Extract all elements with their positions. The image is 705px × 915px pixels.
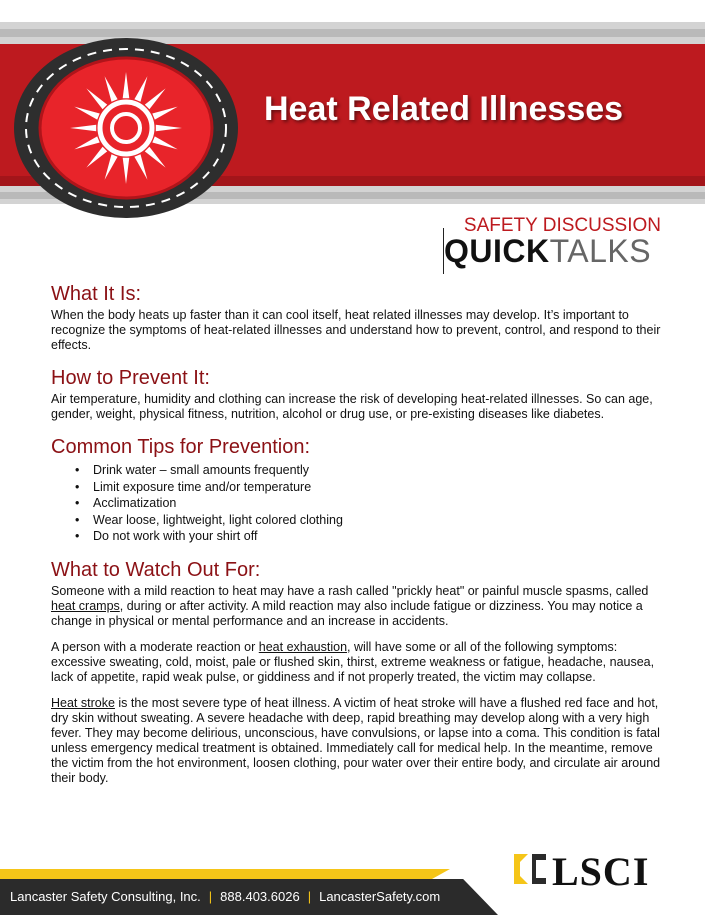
- website-link[interactable]: LancasterSafety.com: [319, 889, 441, 904]
- list-item: [51, 462, 666, 479]
- quicktalks-light: TALKS: [549, 233, 652, 269]
- section-tips: [51, 435, 666, 545]
- section-heading: What to Watch Out For:: [51, 558, 261, 581]
- phone-number: 888.403.6026: [220, 889, 300, 904]
- text-run: , will have some or all of the following symptoms: excessive sweating, cold, moist, pale or flushed skin, thirst, extreme weakness or fatigue, headache, nausea, lack of appetite, rapid weak pulse, or giddiness and if not properly treated, the victim may collapse.: [51, 639, 655, 684]
- document-body: [51, 282, 666, 799]
- tips-list: [51, 462, 666, 545]
- section-watch-out: [51, 558, 666, 786]
- bullet: •: [75, 496, 80, 510]
- footer-contact: [10, 889, 440, 904]
- heat-cramps-term: heat cramps: [51, 598, 120, 613]
- list-item: [51, 528, 666, 545]
- tip-text: Drink water – small amounts frequently: [93, 463, 310, 477]
- lsci-logo-text: LSCI: [552, 849, 650, 894]
- page-title: Heat Related Illnesses: [264, 90, 624, 128]
- moderate-reaction-paragraph: [51, 640, 666, 685]
- tip-text: Acclimatization: [93, 496, 177, 510]
- bullet: •: [75, 479, 80, 494]
- list-item: [51, 512, 666, 529]
- footer-separator: |: [208, 889, 213, 904]
- mild-reaction-paragraph: [51, 584, 666, 629]
- company-name: Lancaster Safety Consulting, Inc.: [10, 889, 201, 904]
- section-heading: What It Is:: [51, 283, 142, 305]
- sun-icon: [12, 38, 240, 218]
- section-paragraph: When the body heats up faster than it can cool itself, heat related illnesses may develop. It’s important to recognize the symptoms of heat-related illnesses and understand how to prevent, control, and respond to their effects.: [51, 308, 661, 352]
- section-paragraph: Air temperature, humidity and clothing can increase the risk of developing heat-related illnesses. So can age, gender, weight, physical fitness, nutrition, alcohol or drug use, or pre-existing diseases like diabetes.: [51, 392, 653, 421]
- safety-discussion-label: SAFETY DISCUSSION: [463, 215, 661, 236]
- text-run: A person with a moderate reaction or: [51, 639, 259, 654]
- footer-accent-stripe: [0, 869, 450, 879]
- list-item: [51, 495, 666, 512]
- tip-text: Wear loose, lightweight, light colored clothing: [93, 512, 343, 527]
- quicktalks-bold: QUICK: [444, 233, 550, 269]
- list-item: [51, 479, 666, 496]
- text-run: is the most severe type of heat illness. A victim of heat stroke will have a flushed red face and hot, dry skin without sweating. A severe headache with deep, rapid breathing may develop along with a very high fever. They may become delirious, unconscious, have convulsions, or lapse into a coma. This condition is fatal unless emergency medical treatment is obtained. Immediately call for medical help. In the meantime, remove the victim from the hot environment, loosen clothing, pour water over their entire body, and circulate air around their body.: [51, 695, 661, 785]
- section-heading: How to Prevent It:: [51, 367, 210, 389]
- tip-text: Do not work with your shirt off: [93, 529, 258, 543]
- heat-stroke-paragraph: [51, 696, 666, 786]
- heat-exhaustion-term: heat exhaustion: [258, 639, 348, 654]
- footer-separator: |: [307, 889, 312, 904]
- bullet: •: [75, 512, 80, 527]
- text-run: , during or after activity. A mild reaction may also include fatigue or dizziness. You may notice a change in physical or mental performance and an increase in accidents.: [51, 598, 643, 628]
- quicktalks-brand: [444, 233, 651, 270]
- tip-text: Limit exposure time and/or temperature: [93, 479, 312, 494]
- bullet: •: [75, 463, 80, 477]
- header-stripe-inner: [0, 29, 705, 37]
- heat-stroke-term: Heat stroke: [51, 695, 115, 710]
- section-what-it-is: [51, 282, 666, 353]
- section-how-to-prevent: [51, 366, 666, 422]
- bullet: •: [75, 529, 80, 543]
- text-run: Someone with a mild reaction to heat may have a rash called "prickly heat" or painful muscle spasms, called: [51, 583, 649, 598]
- section-heading: Common Tips for Prevention:: [51, 436, 310, 458]
